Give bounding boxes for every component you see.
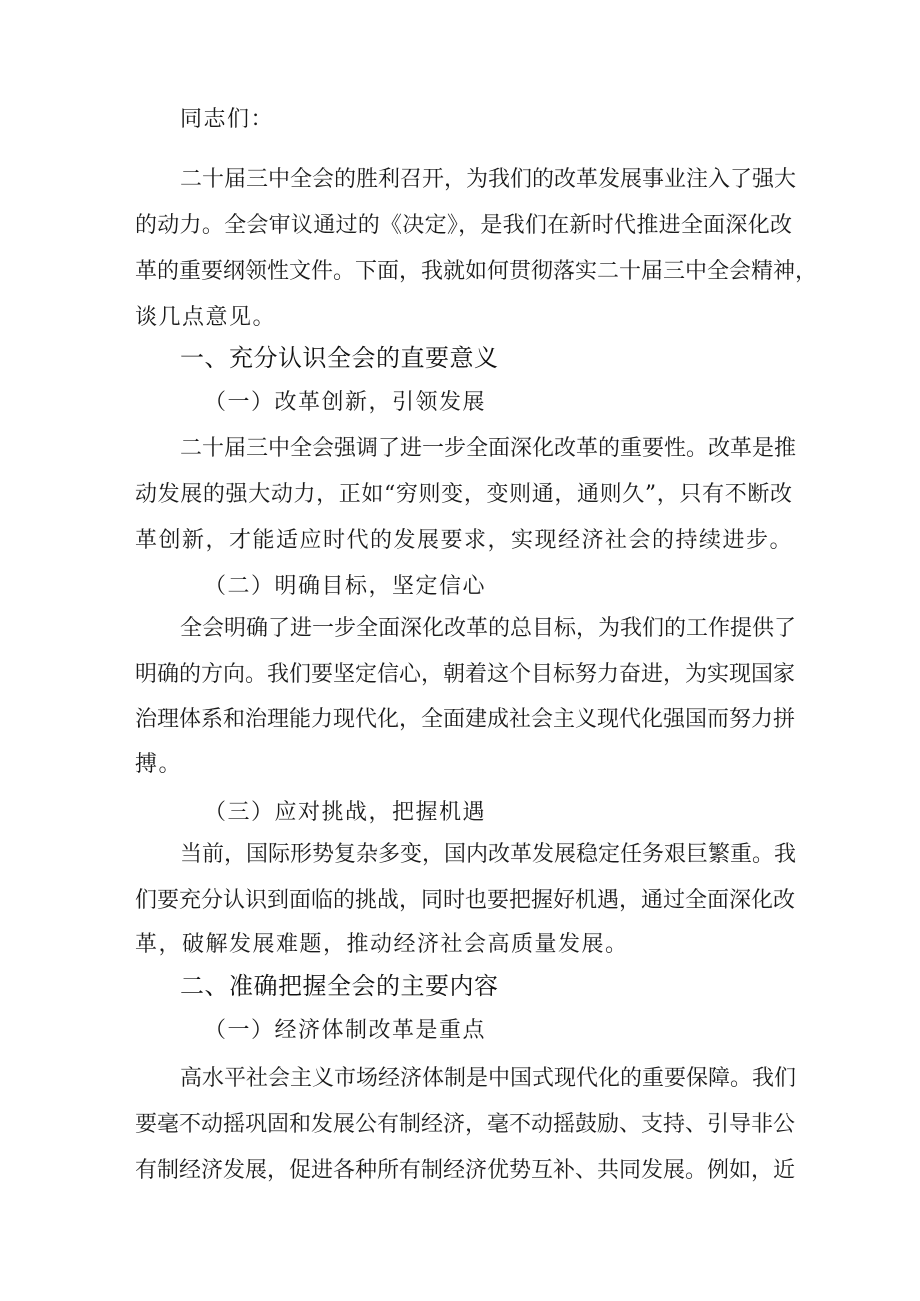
section1-sub2-line-3: 治理体系和治理能力现代化，全面建成社会主义现代化强国而努力拼 [135, 707, 796, 732]
section1-sub2-line-4: 搏。 [135, 752, 183, 777]
section1-sub3-line-2: 们要充分认识到面临的挑战，同时也要把握好机遇，通过全面深化改 [135, 888, 796, 913]
section1-sub2-line-1: 全会明确了进一步全面深化改革的总目标，为我们的工作提供了 [180, 616, 797, 641]
section2-sub1-line-1: 高水平社会主义市场经济体制是中国式现代化的重要保障。我们 [180, 1066, 797, 1091]
section2-heading: 二、准确把握全会的主要内容 [180, 972, 499, 1000]
section1-heading: 一、充分认识全会的直要意义 [180, 344, 499, 372]
intro-line-2: 的动力。全会审议通过的《决定》，是我们在新时代推进全面深化改 [135, 213, 792, 238]
section2-sub1-line-3: 有制经济发展，促进各种所有制经济优势互补、共同发展。例如，近 [135, 1158, 796, 1183]
section1-sub1-line-3: 革创新，才能适应时代的发展要求，实现经济社会的持续进步。 [135, 528, 794, 553]
section1-sub3-line-1: 当前，国际形势复杂多变，国内改革发展稳定任务艰巨繁重。我 [180, 842, 797, 867]
section2-sub1-title: （一）经济体制改革是重点 [204, 1018, 487, 1043]
greeting: 同志们： [180, 107, 275, 132]
section2-sub1-line-2: 要毫不动摇巩固和发展公有制经济，毫不动摇鼓励、支持、引导非公 [135, 1112, 796, 1137]
section1-sub3-title: （三）应对挑战，把握机遇 [204, 800, 487, 825]
section1-sub2-title: （二）明确目标，坚定信心 [204, 574, 487, 599]
intro-line-3: 革的重要纲领性文件。下面，我就如何贯彻落实二十届三中全会精神， [135, 259, 818, 284]
section1-sub1-line-1: 二十届三中全会强调了进一步全面深化改革的重要性。改革是推 [180, 436, 797, 461]
intro-line-4: 谈几点意见。 [135, 305, 277, 330]
section1-sub1-title: （一）改革创新，引领发展 [204, 390, 487, 415]
section1-sub2-line-2: 明确的方向。我们要坚定信心，朝着这个目标努力奋进，为实现国家 [135, 662, 796, 687]
intro-line-1: 二十届三中全会的胜利召开，为我们的改革发展事业注入了强大 [180, 167, 797, 192]
section1-sub3-line-3: 革，破解发展难题，推动经济社会高质量发展。 [135, 932, 629, 957]
section1-sub1-line-2: 动发展的强大动力，正如“穷则变，变则通，通则久”，只有不断改 [135, 482, 792, 507]
